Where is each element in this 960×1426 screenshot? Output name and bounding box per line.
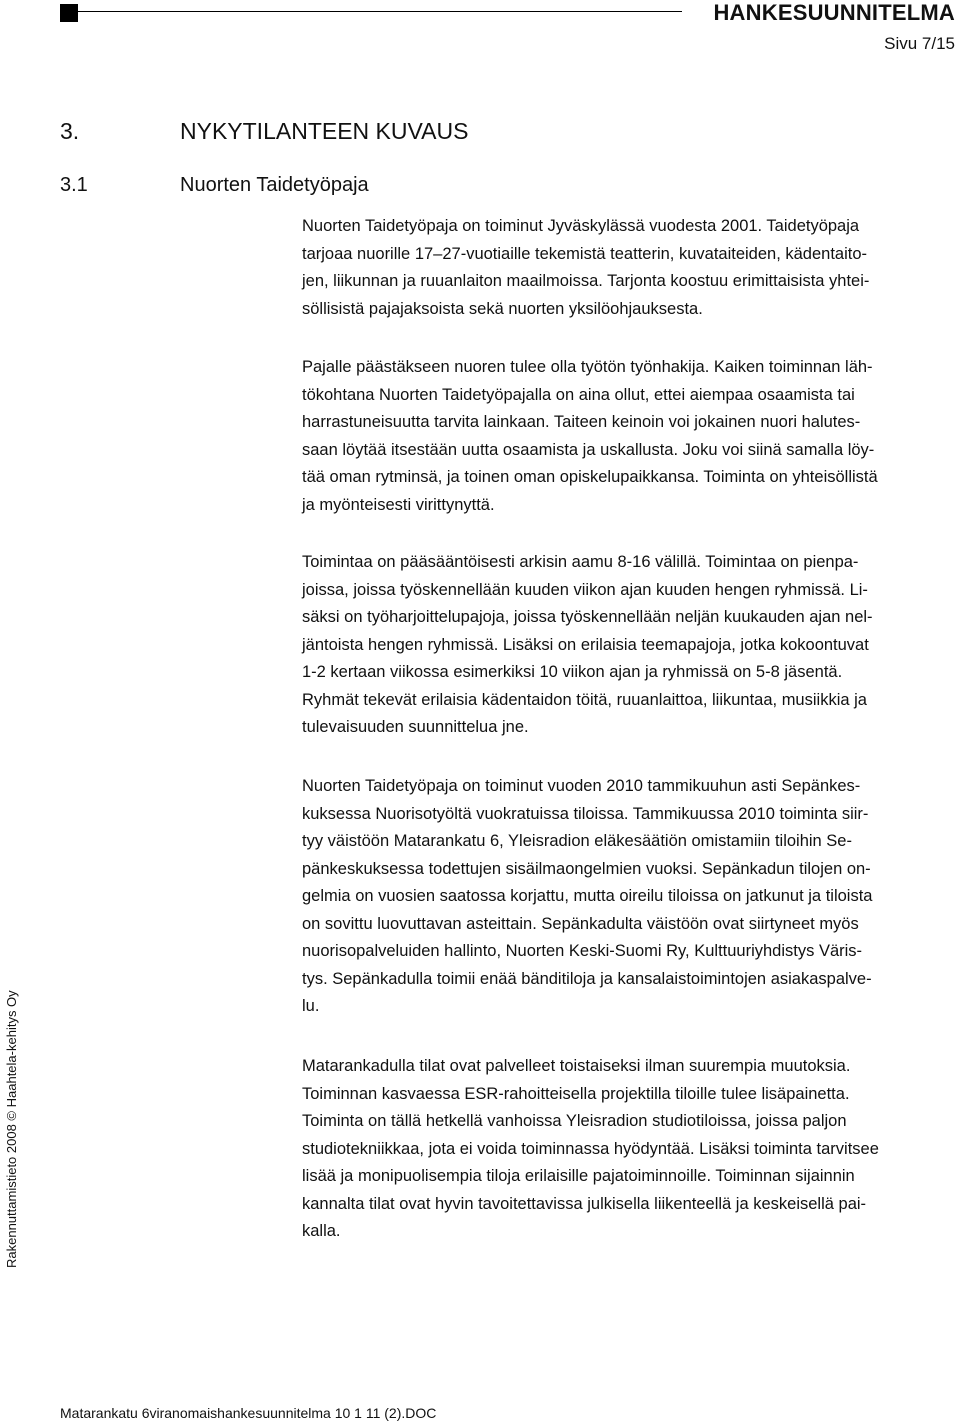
paragraph-3: Toimintaa on pääsääntöisesti arkisin aamu 8-16 välillä. Toimintaa on pienpa- joissa, joissa työskennellään kuuden viikon ajan kuuden hengen ryhmissä. Li- säksi on työharjoittelupajoja, joissa työskennellään neljän kuukauden ajan nel- jäntoista hengen ryhmissä. Lisäksi on erilaisia teemapajoja, jotka kokoontuvat 1-2 kertaan viikossa esimerkiksi 10 viikon ajan ja ryhmissä on 5-8 jäsentä. Ryhmät tekevät erilaisia kädentaidon töitä, ruuanlaittoa, liikuntaa, musiikkia ja tulevaisuuden suunnittelua jne. xyxy=(302,553,873,736)
footer-filename: Matarankatu 6viranomaishankesuunnitelma 10 1 11 (2).DOC xyxy=(60,1405,437,1421)
document-title: HANKESUUNNITELMA xyxy=(713,0,955,25)
subsection-heading xyxy=(60,174,369,197)
paragraph-5: Matarankadulla tilat ovat palvelleet toistaiseksi ilman suurempia muutoksia. Toiminnan kasvaessa ESR-rahoitteisella projektilla tiloille tulee lisäpainetta. Toiminta on tällä hetkellä vanhoissa Yleisradion studiotiloissa, joissa paljon studiotekniikkaa, jota ei voida toiminnassa hyödyntää. Lisäksi toiminta tarvitsee lisää ja monipuolisempia tiloja erilaisille pajatoiminnoille. Toiminnan sijainnin kannalta tilat ovat hyvin tavoitettavissa julkisella liikenteellä ja keskeisellä pai- kalla. xyxy=(302,1057,879,1240)
paragraph-2: Pajalle päästäkseen nuoren tulee olla työtön työnhakija. Kaiken toiminnan läh- tökohtana Nuorten Taidetyöpajalla on aina ollut, ettei aiempaa osaamista tai harrastuneisuutta tarvita lainkaan. Taiteen keinoin voi jokainen nuori halutes- saan löytää itsestään uutta osaamista ja uskallusta. Joku voi siinä samalla löy- tää oman rytminsä, ja toinen oman opiskelupaikkansa. Toiminta on yhteisöllistä ja myönteisesti virittynyttä. xyxy=(302,358,878,514)
section-number: 3. xyxy=(60,118,80,144)
paragraph-4: Nuorten Taidetyöpaja on toiminut vuoden 2010 tammikuuhun asti Sepänkes- kuksessa Nuorisotyöltä vuokratuissa tiloissa. Tammikuussa 2010 toiminta siir- tyy väistöön Matarankatu 6, Yleisradion eläkesäätiön omistamiin tiloihin Se- pänkeskuksessa todettujen sisäilmaongelmien vuoksi. Sepänkadun tilojen on- gelmia on vuosien saatossa korjattu, mutta oireilu tiloissa on jatkunut ja tiloista on sovittu luovuttavan asteittain. Sepänkadulta väistöön ovat siirtyneet myös nuorisopalveluiden hallinto, Nuorten Keski-Suomi Ry, Kulttuuriyhdistys Väris- tys. Sepänkadulla toimii enää bänditiloja ja kansalaistoimintojen asiakaspalve- lu. xyxy=(302,777,873,1015)
paragraph-1: Nuorten Taidetyöpaja on toiminut Jyväskylässä vuodesta 2001. Taidetyöpaja tarjoaa nuorille 17–27-vuotiaille tekemistä teatterin, kuvataiteiden, kädentaito- jen, liikunnan ja ruuanlaiton maailmoissa. Tarjonta koostuu erimittaisista yhtei- söllisistä pajajaksoista sekä nuorten yksilöohjauksesta. xyxy=(302,217,870,318)
subsection-title: Nuorten Taidetyöpaja xyxy=(180,174,369,196)
section-title: NYKYTILANTEEN KUVAUS xyxy=(180,118,469,144)
header-rule xyxy=(78,11,682,12)
copyright-side-note: Rakennuttamistieto 2008 © Haahtela-kehitys Oy xyxy=(4,990,19,1268)
subsection-number: 3.1 xyxy=(60,174,88,196)
page-number: Sivu 7/15 xyxy=(884,34,955,53)
section-heading xyxy=(60,118,468,145)
header-marker xyxy=(60,4,78,22)
